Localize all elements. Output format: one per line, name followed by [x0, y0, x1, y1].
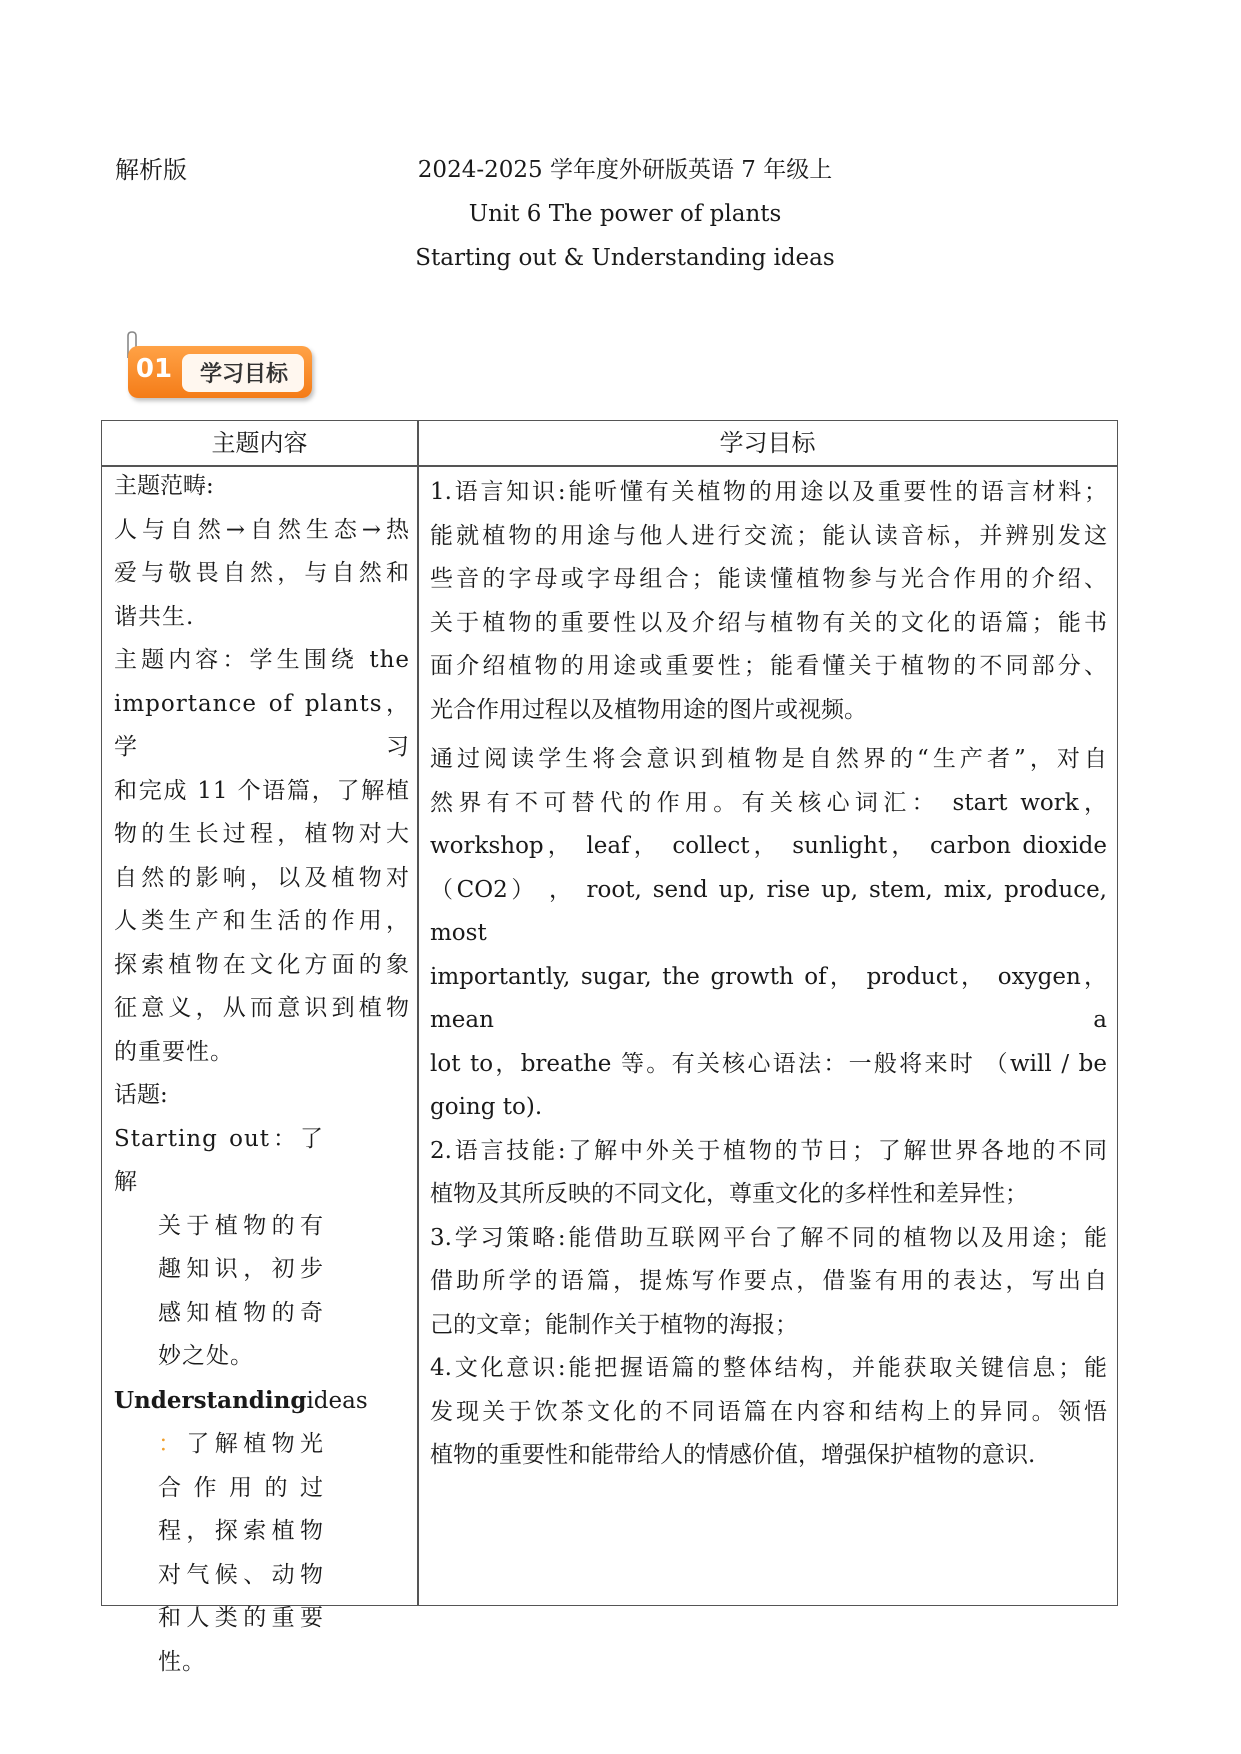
section-badge — [120, 330, 320, 402]
goal-line: going to). — [430, 1094, 543, 1120]
goal-line: importantly, sugar, the growth of， product， oxygen， mean a — [430, 963, 1107, 1033]
goal-line: 己的文章；能制作关于植物的海报； — [430, 1311, 798, 1338]
learning-goals-cell — [430, 465, 1107, 1478]
goal-line: 面介绍植物的用途或重要性；能看懂关于植物的不同部分、 — [430, 653, 1107, 679]
understanding-line: 对气候、动物 — [158, 1561, 324, 1588]
objectives-table — [101, 420, 1118, 1675]
topic-label: 话题: — [114, 1082, 168, 1108]
goal-line: 发现关于饮茶文化的不同语篇在内容和结构上的异同。领悟 — [430, 1398, 1107, 1425]
document-title — [0, 148, 1241, 280]
understanding-line: 性。 — [158, 1648, 206, 1675]
badge-label: 学习目标 — [199, 362, 288, 387]
understanding-line: 合作用的过 — [158, 1474, 324, 1501]
content-line: importance of plants，学习 — [114, 690, 410, 760]
goal-line: （CO2） ， root, send up, rise up, stem, mix, produce, most — [430, 876, 1107, 946]
theme-category-label: 主题范畴: — [114, 473, 214, 499]
content-line: 物的生长过程，植物对大 — [114, 821, 410, 847]
badge-number: 01 — [135, 354, 173, 384]
goal-line: 光合作用过程以及植物用途的图片或视频。 — [430, 696, 867, 723]
starting-out-line: 关于植物的有 — [158, 1212, 324, 1239]
starting-out-line: 趣知识，初步 — [158, 1256, 324, 1282]
goal-line: 关于植物的重要性以及介绍与植物有关的文化的语篇；能书 — [430, 609, 1107, 636]
goal-line: 通过阅读学生将会意识到植物是自然界的“生产者”，对自 — [430, 746, 1107, 772]
column-divider — [417, 421, 419, 1605]
starting-out-line: Starting out：了解 — [114, 1125, 324, 1195]
content-line: 人类生产和生活的作用， — [114, 908, 410, 934]
goal-line: 1.语言知识:能听懂有关植物的用途以及重要性的语言材料； — [430, 479, 1107, 505]
title-line-2: Unit 6 The power of plants — [468, 201, 782, 227]
content-line: 自然的影响，以及植物对 — [114, 864, 410, 891]
starting-out-line: 感知植物的奇 — [158, 1299, 324, 1326]
header-learning-goals: 学习目标 — [719, 429, 816, 457]
version-label: 解析版 — [115, 156, 187, 184]
goal-line: 植物的重要性和能带给人的情感价值，增强保护植物的意识. — [430, 1442, 1036, 1468]
starting-out-line: 妙之处。 — [158, 1343, 254, 1369]
goal-line: 2.语言技能:了解中外关于植物的节日；了解世界各地的不同 — [430, 1137, 1107, 1164]
content-line: 的重要性。 — [114, 1038, 234, 1065]
goal-line: lot to，breathe 等。有关核心语法：一般将来时 （will / be — [430, 1050, 1107, 1077]
content-line: 主题内容：学生围绕 the — [114, 647, 410, 673]
goal-line: 植物及其所反映的不同文化，尊重文化的多样性和差异性； — [430, 1181, 1028, 1207]
goal-line: 借助所学的语篇，提炼写作要点，借鉴有用的表达，写出自 — [430, 1268, 1107, 1294]
theme-line: 谐共生. — [114, 603, 195, 630]
understanding-bold: Understanding — [114, 1386, 307, 1414]
title-line-1: 2024-2025 学年度外研版英语 7 年级上 — [417, 157, 833, 183]
title-line-3: Starting out & Understanding ideas — [415, 245, 835, 271]
goal-line: 些音的字母或字母组合；能读懂植物参与光合作用的介绍、 — [430, 566, 1107, 592]
header-theme-content: 主题内容 — [211, 429, 308, 457]
theme-line: 爱与敬畏自然，与自然和 — [114, 560, 410, 586]
goal-line: 3.学习策略:能借助互联网平台了解不同的植物以及用途；能 — [430, 1224, 1107, 1251]
understanding-rest: ideas — [306, 1387, 368, 1414]
theme-content-cell — [114, 465, 410, 1684]
goal-line: 然界有不可替代的作用。有关核心词汇： start work， — [430, 789, 1107, 816]
content-line: 征意义，从而意识到植物 — [114, 995, 410, 1021]
understanding-line: 程，探索植物 — [158, 1518, 324, 1544]
orange-colon: ： — [158, 1431, 187, 1457]
theme-line: 人与自然→自然生态→热 — [114, 516, 410, 543]
understanding-line: ：了解植物光 — [158, 1431, 325, 1457]
understanding-ideas-heading — [114, 1379, 410, 1424]
content-line: 探索植物在文化方面的象 — [114, 951, 410, 978]
understanding-line: 和人类的重要 — [158, 1605, 324, 1631]
content-line: 和完成 11 个语篇，了解植 — [114, 777, 410, 804]
goal-line: workshop， leaf， collect， sunlight， carbon dioxide — [430, 833, 1107, 859]
goal-line: 能就植物的用途与他人进行交流；能认读音标，并辨别发这 — [430, 522, 1107, 549]
goal-line: 4.文化意识:能把握语篇的整体结构，并能获取关键信息；能 — [430, 1355, 1107, 1381]
